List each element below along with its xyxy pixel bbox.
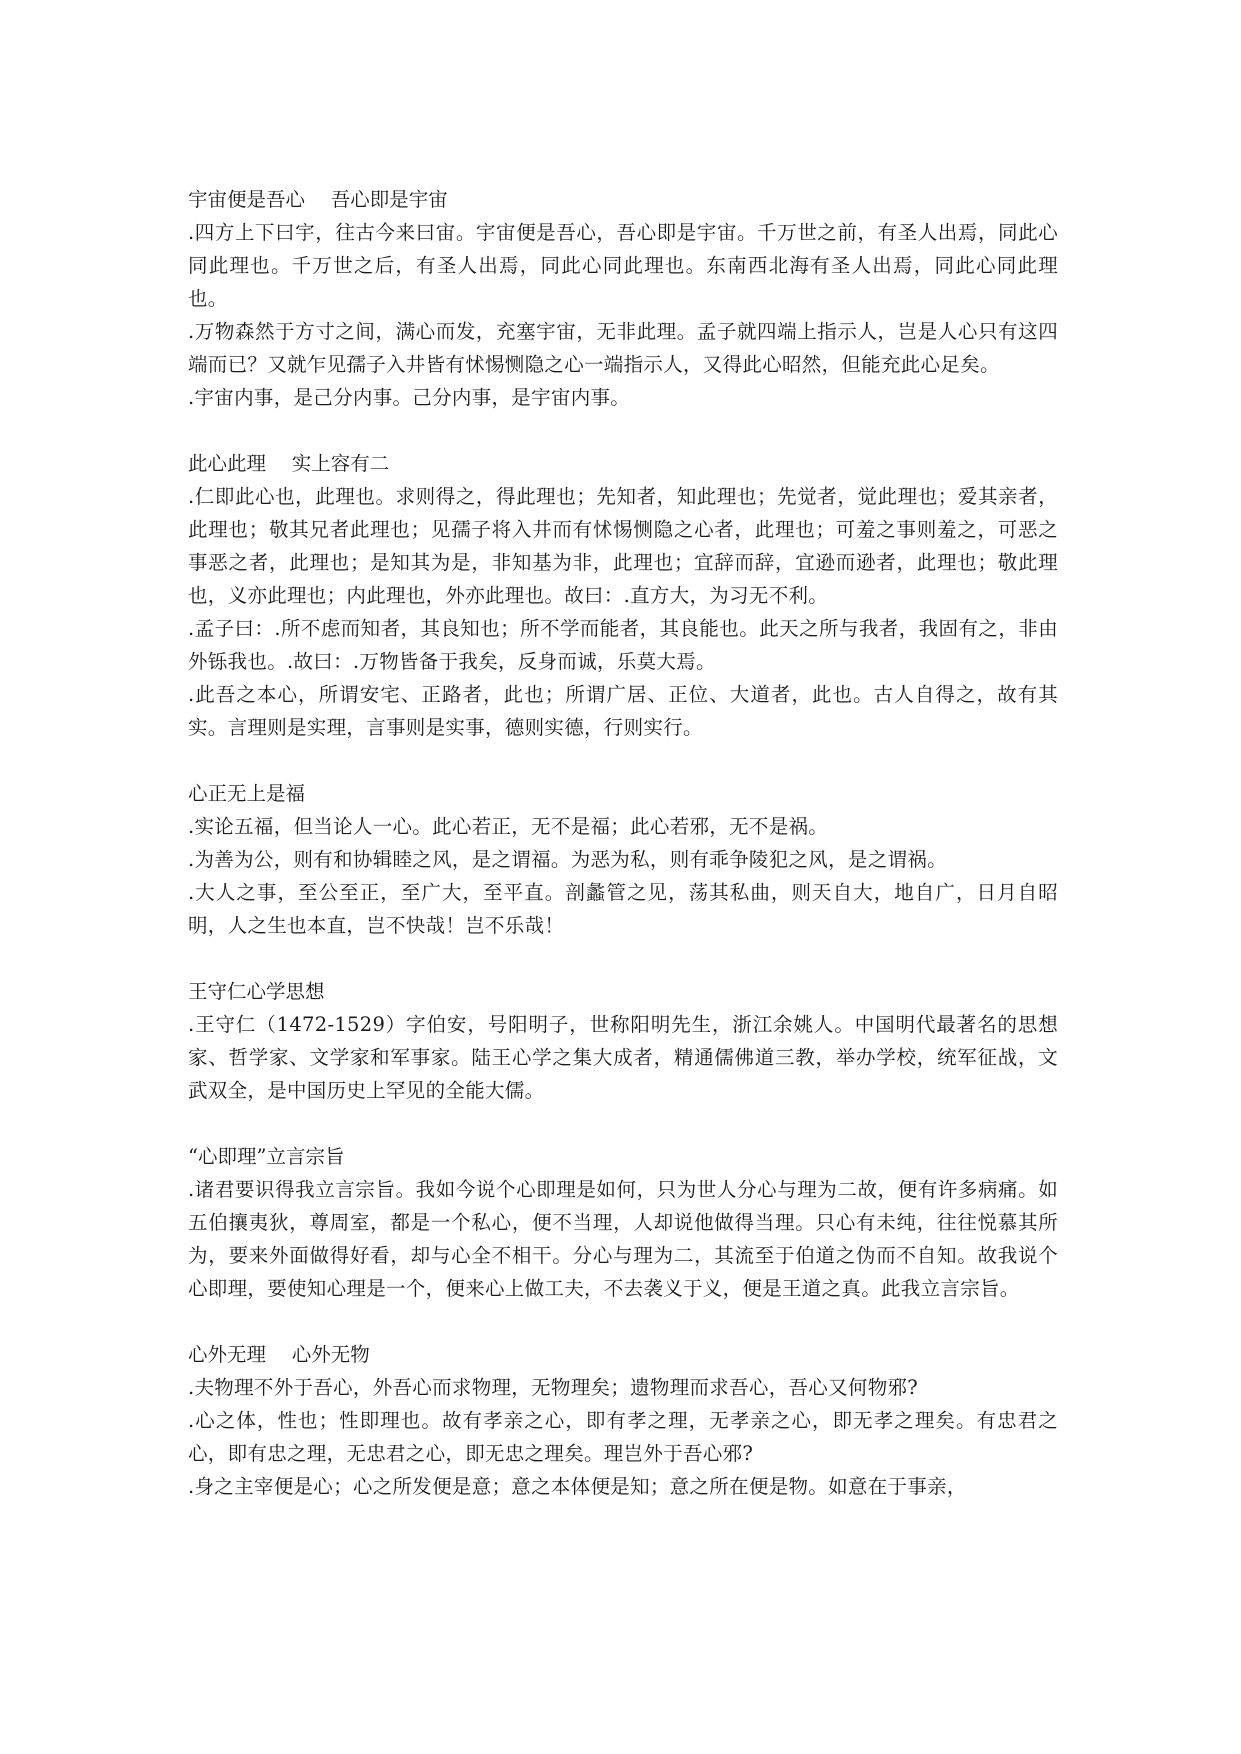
section-upright-mind-fortune — [188, 777, 1058, 942]
paragraph: .心之体，性也；性即理也。故有孝亲之心，即有孝之理，无孝亲之心，即无孝之理矣。有忠君之心，即有忠之理，无忠君之心，即无忠之理矣。理岂外于吾心邪? — [188, 1409, 1058, 1465]
paragraph: .四方上下曰宇，往古今来曰宙。宇宙便是吾心，吾心即是宇宙。千万世之前，有圣人出焉，同此心同此理也。千万世之后，有圣人出焉，同此心同此理也。东南西北海有圣人出焉，同此心同此理也。 — [188, 221, 1058, 310]
section-wang-shouren — [188, 975, 1058, 1107]
paragraph: .身之主宰便是心；心之所发便是意；意之本体便是知；意之所在便是物。如意在于事亲， — [188, 1475, 967, 1498]
paragraph: .夫物理不外于吾心，外吾心而求物理，无物理矣；遗物理而求吾心，吾心又何物邪? — [188, 1376, 919, 1399]
paragraph: .孟子曰：.所不虑而知者，其良知也；所不学而能者，其良能也。此天之所与我者，我固有之，非由外铄我也。.故曰：.万物皆备于我矣，反身而诚，乐莫大焉。 — [188, 617, 1058, 673]
section-title: 心正无上是福 — [188, 782, 306, 805]
section-title: 心外无理 心外无物 — [188, 1343, 370, 1366]
paragraph: .仁即此心也，此理也。求则得之，得此理也；先知者，知此理也；先觉者，觉此理也；爱其亲者，此理也；敬其兄者此理也；见孺子将入井而有怵惕恻隐之心者，此理也；可羞之事则羞之，可恶之事恶之者，此理也；是知其为是，非知基为非，此理也；宜辞而辞，宜逊而逊者，此理也；敬此理也，义亦此理也；内此理也，外亦此理也。故曰：.直方大，为习无不利。 — [188, 485, 1058, 607]
paragraph: .此吾之本心，所谓安宅、正路者，此也；所谓广居、正位、大道者，此也。古人自得之，故有其实。言理则是实理，言事则是实事，德则实德，行则实行。 — [188, 683, 1058, 739]
section-no-principle-outside-mind — [188, 1338, 1058, 1503]
paragraph: .王守仁（1472-1529）字伯安，号阳明子，世称阳明先生，浙江余姚人。中国明代最著名的思想家、哲学家、文学家和军事家。陆王心学之集大成者，精通儒佛道三教，举办学校，统军征战，文武双全，是中国历史上罕见的全能大儒。 — [188, 1013, 1058, 1102]
paragraph: .万物森然于方寸之间，满心而发，充塞宇宙，无非此理。孟子就四端上指示人，岂是人心只有这四端而已？又就乍见孺子入井皆有怵惕恻隐之心一端指示人，又得此心昭然，但能充此心足矣。 — [188, 320, 1058, 376]
section-mind-is-principle — [188, 1140, 1058, 1305]
section-this-mind-this-principle — [188, 447, 1058, 744]
section-universe-mind — [188, 183, 1058, 414]
paragraph: .宇宙内事，是己分内事。己分内事，是宇宙内事。 — [188, 386, 631, 409]
section-title: 宇宙便是吾心 吾心即是宇宙 — [188, 188, 448, 211]
paragraph: .实论五福，但当论人一心。此心若正，无不是福；此心若邪，无不是祸。 — [188, 815, 829, 838]
document-page — [188, 183, 1058, 1536]
section-title: 王守仁心学思想 — [188, 980, 325, 1003]
paragraph: .大人之事，至公至正，至广大，至平直。剖蠡管之见，荡其私曲，则天自大，地自广，日月自昭明，人之生也本直，岂不快哉！岂不乐哉！ — [188, 881, 1058, 937]
section-title: “心即理”立言宗旨 — [188, 1145, 345, 1168]
paragraph: .诸君要识得我立言宗旨。我如今说个心即理是如何，只为世人分心与理为二故，便有许多病痛。如五伯攘夷狄，尊周室，都是一个私心，便不当理，人却说他做得当理。只心有未纯，往往悦慕其所为，要来外面做得好看，却与心全不相干。分心与理为二，其流至于伯道之伪而不自知。故我说个心即理，要使知心理是一个，便来心上做工夫，不去袭义于义，便是王道之真。此我立言宗旨。 — [188, 1178, 1058, 1300]
section-title: 此心此理 实上容有二 — [188, 452, 390, 475]
paragraph: .为善为公，则有和协辑睦之风，是之谓福。为恶为私，则有乖争陵犯之风，是之谓祸。 — [188, 848, 947, 871]
